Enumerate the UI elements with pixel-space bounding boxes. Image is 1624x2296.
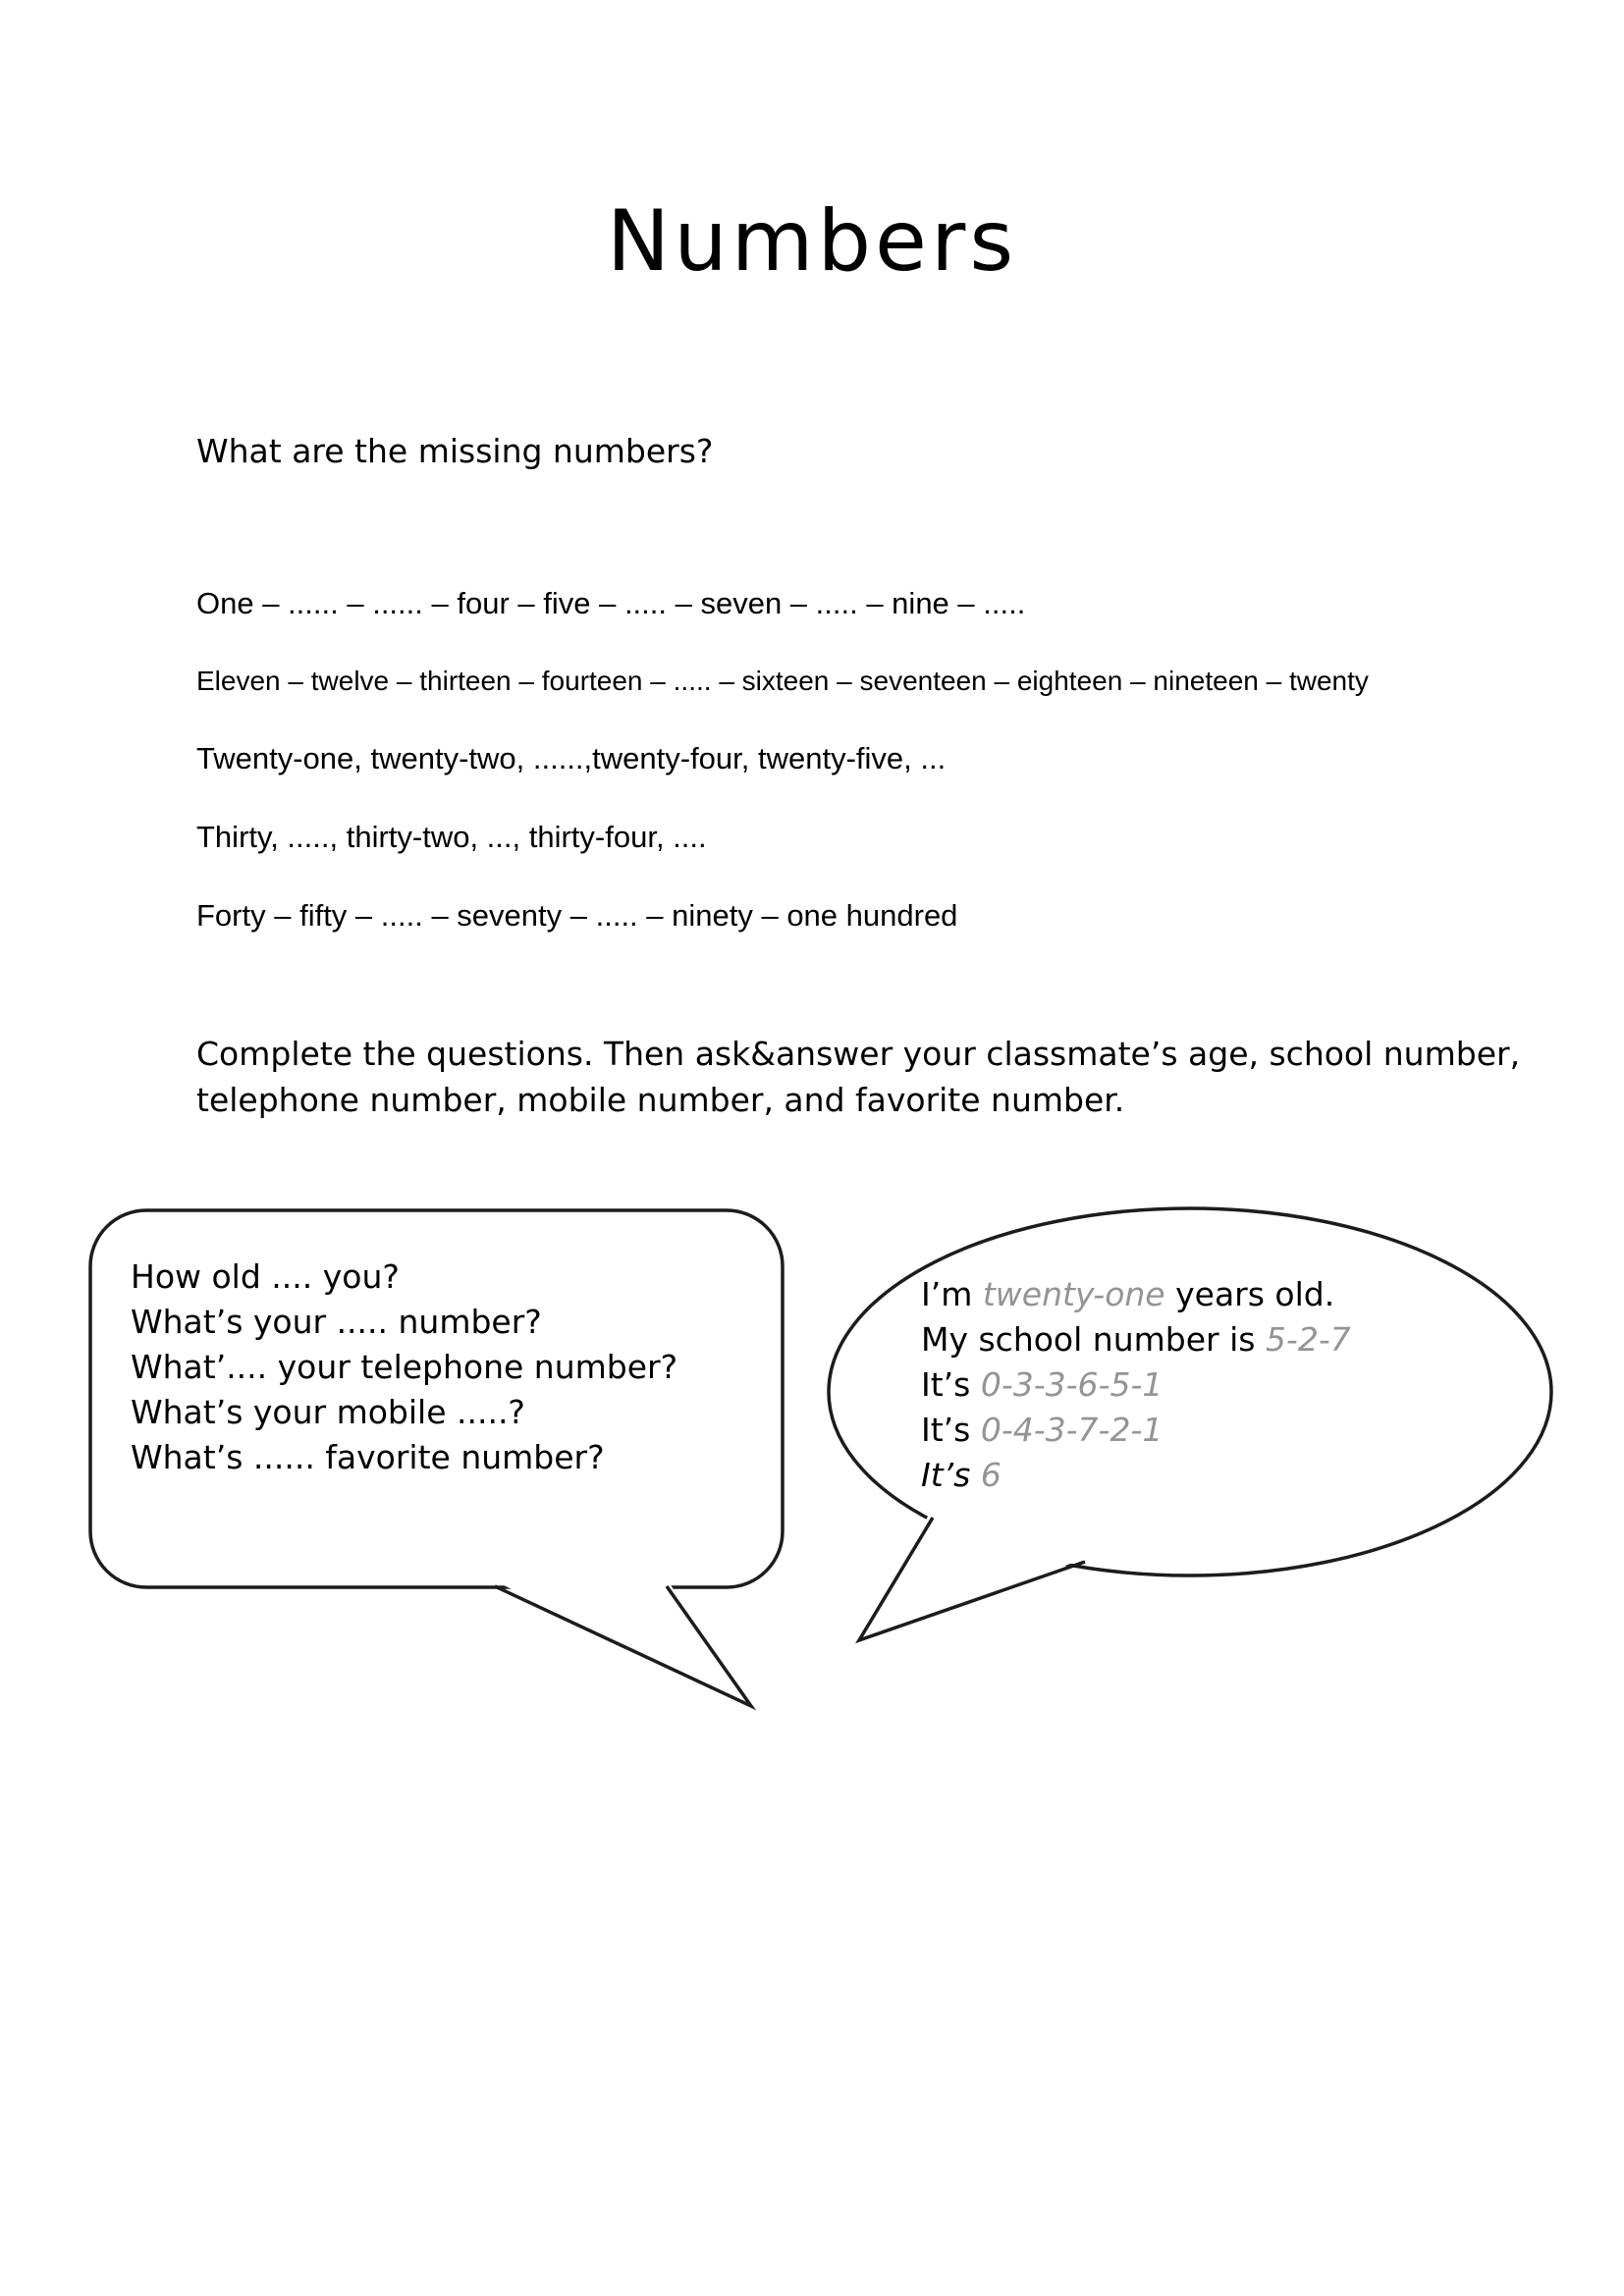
bubble-text-segment: years old.	[1164, 1275, 1335, 1313]
number-sequence-twenties: Twenty-one, twenty-two, ......,twenty-four, twenty-five, ...	[196, 741, 947, 775]
bubble-line	[921, 1362, 1351, 1408]
bubble-line	[921, 1317, 1351, 1362]
bubble-text-segment: I’m	[921, 1275, 983, 1313]
answer-text: 0-4-3-7-2-1	[980, 1411, 1164, 1449]
bubble-line: What’s your mobile .....?	[131, 1393, 525, 1431]
answer-text: 5-2-7	[1265, 1320, 1351, 1359]
bubble-line: What’s your ..... number?	[131, 1303, 542, 1341]
bubble-line	[921, 1453, 1351, 1498]
bubble-line	[921, 1408, 1351, 1453]
bubble-line: What’s ...... favorite number?	[131, 1438, 605, 1476]
question-bubble-text	[131, 1255, 677, 1480]
page-title: Numbers	[606, 192, 1018, 291]
number-sequence-ones: One – ...... – ...... – four – five – ..... – seven – ..... – nine – .....	[196, 586, 1026, 620]
instructions-line-2: telephone number, mobile number, and favorite number.	[196, 1081, 1125, 1119]
bubble-line	[921, 1272, 1351, 1317]
number-sequence-thirties: Thirty, ....., thirty-two, ..., thirty-four, ....	[196, 820, 707, 854]
bubble-text-segment: It’s	[921, 1411, 981, 1449]
bubble-line: What’.... your telephone number?	[131, 1348, 678, 1386]
answer-text: 0-3-3-6-5-1	[980, 1365, 1164, 1404]
bubble-line: How old .... you?	[131, 1257, 400, 1296]
answer-bubble-text	[921, 1272, 1351, 1498]
bubble-text-segment: It’s	[921, 1456, 981, 1494]
bubble-text-segment: It’s	[921, 1365, 981, 1404]
answer-text: twenty-one	[982, 1275, 1165, 1313]
number-sequence-tens: Forty – fifty – ..... – seventy – ..... – ninety – one hundred	[196, 898, 958, 933]
number-sequence-teens: Eleven – twelve – thirteen – fourteen – ..... – sixteen – seventeen – eighteen – nineteen – twenty	[196, 666, 1369, 696]
bubble-text-segment: My school number is	[921, 1320, 1266, 1359]
instructions-line-1: Complete the questions. Then ask&answer your classmate’s age, school number,	[196, 1035, 1521, 1073]
exercise2-instructions	[196, 1031, 1520, 1123]
answer-text: 6	[980, 1456, 1001, 1494]
exercise1-prompt: What are the missing numbers?	[196, 432, 714, 470]
